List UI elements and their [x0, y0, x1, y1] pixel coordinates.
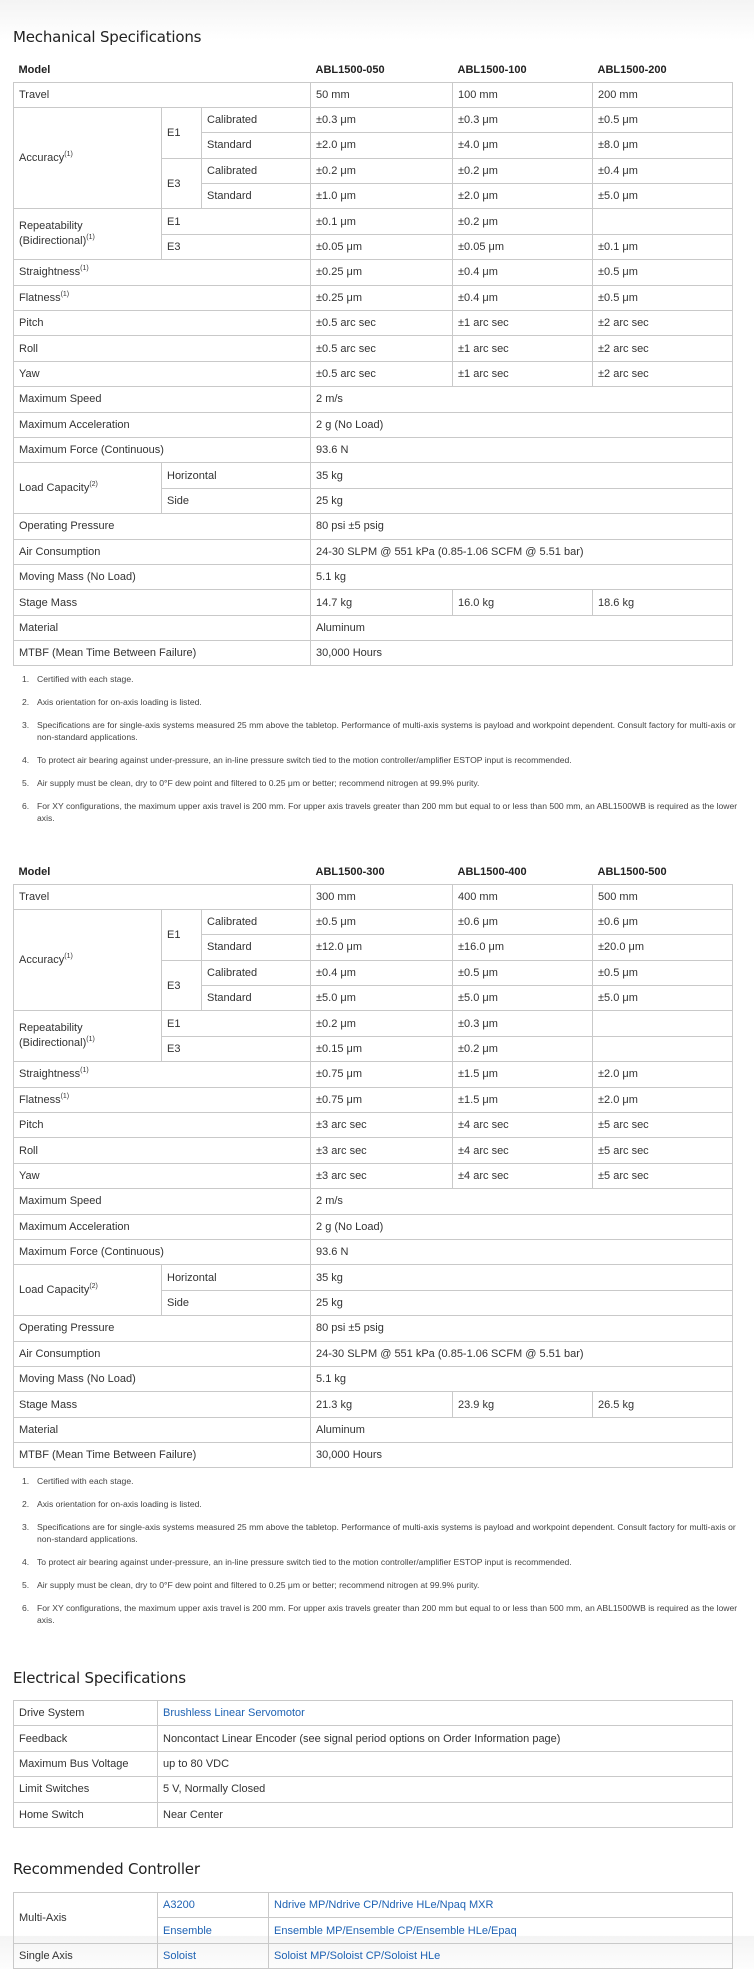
- footnote-number: 5.: [22, 778, 30, 788]
- cell: ±0.05 μm: [311, 234, 453, 259]
- table-row: [14, 387, 733, 412]
- row-label: Roll: [14, 1138, 311, 1163]
- cell: ±0.25 μm: [311, 285, 453, 310]
- cell: ±0.5 arc sec: [311, 336, 453, 361]
- row-label: Limit Switches: [14, 1777, 158, 1802]
- ensemble-amplifiers-link[interactable]: Ensemble MP/Ensemble CP/Ensemble HLe/Epaq: [274, 1924, 517, 1937]
- footnote-text: Specifications are for single-axis systems measured 25 mm above the tabletop. Performance of multi-axis systems is payload and workpoint dependent. Consult factory for multi-axis or non-standard applications.: [37, 1522, 736, 1544]
- cell: ±3 arc sec: [311, 1138, 453, 1163]
- cell-link: [158, 1943, 269, 1968]
- note-ref: (2): [89, 481, 98, 489]
- recommended-controller-heading: Recommended Controller: [13, 1860, 200, 1878]
- cell: ±0.2 μm: [311, 1011, 453, 1036]
- cell: ±2 arc sec: [593, 336, 733, 361]
- note-ref: (1): [60, 1092, 70, 1100]
- row-label-2: (Bidirectional): [19, 235, 87, 248]
- cell: ±2 arc sec: [593, 361, 733, 386]
- header-model-col-1: ABL1500-050: [315, 63, 385, 76]
- footnotes-1: [13, 673, 738, 835]
- row-label: Maximum Speed: [14, 1189, 311, 1214]
- cell-link: [158, 1701, 733, 1726]
- note-ref: (1): [86, 1036, 95, 1044]
- row-label: Pitch: [14, 311, 311, 336]
- table-row: [14, 1893, 733, 1918]
- cell: 2 m/s: [311, 387, 733, 412]
- table-header-row: [14, 860, 733, 884]
- cell: ±0.6 μm: [453, 909, 593, 934]
- table-row: [14, 1062, 733, 1087]
- cell: 35 kg: [311, 1265, 733, 1290]
- cell: 18.6 kg: [593, 590, 733, 615]
- soloist-link[interactable]: Soloist: [163, 1949, 197, 1962]
- sub-label: Calibrated: [202, 107, 311, 132]
- cell: 5.1 kg: [311, 1366, 733, 1391]
- cell: ±12.0 μm: [311, 935, 453, 960]
- table-row: [14, 1751, 733, 1776]
- header-model: Model: [18, 63, 51, 76]
- footnote: [13, 719, 738, 743]
- cell: 14.7 kg: [311, 590, 453, 615]
- cell: ±0.4 μm: [453, 285, 593, 310]
- footnote: [13, 777, 738, 789]
- cell: ±5.0 μm: [311, 986, 453, 1011]
- row-label: Material: [14, 1417, 311, 1442]
- table-row: [14, 641, 733, 666]
- row-label: Yaw: [14, 1163, 311, 1188]
- header-model-col-3: ABL1500-200: [597, 63, 667, 76]
- row-label: Multi-Axis: [14, 1893, 158, 1944]
- table-row: [14, 1163, 733, 1188]
- row-label: Flatness: [19, 1093, 61, 1106]
- table-row: [14, 1189, 733, 1214]
- accuracy-label-cell: [14, 909, 162, 1011]
- table-row: [14, 1701, 733, 1726]
- row-label: Load Capacity: [19, 1284, 90, 1297]
- repeatability-label-cell: [14, 1011, 162, 1062]
- cell: 25 kg: [311, 1290, 733, 1315]
- cell: ±4.0 μm: [453, 133, 593, 158]
- cell: ±0.1 μm: [593, 234, 733, 259]
- cell: 400 mm: [453, 884, 593, 909]
- straightness-label-cell: [14, 260, 311, 285]
- note-ref: (1): [86, 234, 95, 242]
- cell: ±5.0 μm: [453, 986, 593, 1011]
- note-ref: (1): [64, 953, 73, 961]
- footnote: [13, 1602, 738, 1626]
- table-row: [14, 564, 733, 589]
- row-label: Repeatability: [19, 220, 83, 233]
- footnote-number: 4.: [22, 755, 30, 765]
- a3200-amplifiers-link[interactable]: Ndrive MP/Ndrive CP/Ndrive HLe/Npaq MXR: [274, 1899, 494, 1912]
- table-row: [14, 514, 733, 539]
- footnote-number: 6.: [22, 1603, 30, 1613]
- cell: 25 kg: [311, 488, 733, 513]
- footnote: [13, 696, 738, 708]
- row-label: Travel: [14, 884, 311, 909]
- cell-link: [158, 1918, 269, 1943]
- sub-label: Calibrated: [202, 909, 311, 934]
- table-row: [14, 463, 733, 488]
- grade-label: E3: [162, 1036, 311, 1061]
- cell: 24-30 SLPM @ 551 kPa (0.85-1.06 SCFM @ 5.51 bar): [311, 539, 733, 564]
- cell: ±0.2 μm: [453, 1036, 593, 1061]
- cell-link: [269, 1918, 733, 1943]
- header-model-col-1: ABL1500-300: [315, 865, 385, 878]
- cell: 30,000 Hours: [311, 1443, 733, 1468]
- row-label: Home Switch: [14, 1802, 158, 1827]
- ensemble-link[interactable]: Ensemble: [163, 1924, 212, 1937]
- cell: ±4 arc sec: [453, 1138, 593, 1163]
- header-model-col-3: ABL1500-500: [597, 865, 667, 878]
- mechanical-spec-table-1: [13, 58, 733, 666]
- grade-label: E3: [162, 158, 202, 209]
- table-row: [14, 1726, 733, 1751]
- row-label: Maximum Bus Voltage: [14, 1751, 158, 1776]
- table-row: [14, 437, 733, 462]
- cell: ±5 arc sec: [593, 1113, 733, 1138]
- cell: 23.9 kg: [453, 1392, 593, 1417]
- cell: ±16.0 μm: [453, 935, 593, 960]
- grade-label: E1: [162, 107, 202, 158]
- cell: 50 mm: [311, 82, 453, 107]
- cell: ±4 arc sec: [453, 1163, 593, 1188]
- cell: ±0.2 μm: [453, 209, 593, 234]
- cell: 80 psi ±5 psig: [311, 514, 733, 539]
- cell: ±2.0 μm: [593, 1087, 733, 1112]
- footnote-number: 1.: [22, 1476, 30, 1486]
- mechanical-specifications-heading: Mechanical Specifications: [13, 28, 202, 46]
- grade-label: E1: [162, 909, 202, 960]
- table-row: [14, 209, 733, 234]
- table-row: [14, 285, 733, 310]
- row-label: Moving Mass (No Load): [14, 564, 311, 589]
- sub-label: Side: [162, 1290, 311, 1315]
- cell: ±0.5 arc sec: [311, 361, 453, 386]
- row-label: Material: [14, 615, 311, 640]
- footnote-text: For XY configurations, the maximum upper axis travel is 200 mm. For upper axis travels greater than 200 mm but equal to or less than 500 mm, an ABL1500WB is required as the lower axis.: [37, 1603, 738, 1625]
- cell-link: [158, 1893, 269, 1918]
- row-label: Accuracy: [19, 152, 65, 165]
- cell: 80 psi ±5 psig: [311, 1316, 733, 1341]
- cell: ±0.4 μm: [453, 260, 593, 285]
- cell: ±0.1 μm: [311, 209, 453, 234]
- cell: ±0.5 arc sec: [311, 311, 453, 336]
- cell: ±8.0 μm: [593, 133, 733, 158]
- table-row: [14, 1113, 733, 1138]
- cell: ±0.25 μm: [311, 260, 453, 285]
- table-row: [14, 1341, 733, 1366]
- grade-label: E3: [162, 960, 202, 1011]
- cell: ±0.15 μm: [311, 1036, 453, 1061]
- cell: ±5.0 μm: [593, 184, 733, 209]
- table-row: [14, 311, 733, 336]
- cell-link: [269, 1893, 733, 1918]
- cell: Aluminum: [311, 1417, 733, 1442]
- sub-label: Horizontal: [162, 463, 311, 488]
- load-capacity-label-cell: [14, 1265, 162, 1316]
- cell: ±0.4 μm: [311, 960, 453, 985]
- cell: ±1 arc sec: [453, 336, 593, 361]
- sub-label: Calibrated: [202, 158, 311, 183]
- cell: 93.6 N: [311, 437, 733, 462]
- cell: ±1.5 μm: [453, 1062, 593, 1087]
- footnote: [13, 1556, 738, 1568]
- row-label: Air Consumption: [14, 539, 311, 564]
- footnote-text: Axis orientation for on-axis loading is listed.: [37, 1499, 202, 1509]
- table-row: [14, 909, 733, 934]
- row-label: MTBF (Mean Time Between Failure): [14, 1443, 311, 1468]
- cell: 2 g (No Load): [311, 1214, 733, 1239]
- cell: ±5.0 μm: [593, 986, 733, 1011]
- note-ref: (2): [89, 1283, 98, 1291]
- footnote-text: Air supply must be clean, dry to 0°F dew point and filtered to 0.25 μm or better; recommend nitrogen at 99.9% purity.: [37, 1580, 480, 1590]
- table-row: [14, 1417, 733, 1442]
- table-row: [14, 539, 733, 564]
- footnote: [13, 800, 738, 824]
- sub-label: Standard: [202, 184, 311, 209]
- row-label: Roll: [14, 336, 311, 361]
- cell: ±1.5 μm: [453, 1087, 593, 1112]
- grade-label: E1: [162, 209, 311, 234]
- note-ref: (1): [80, 265, 89, 273]
- cell: ±5 arc sec: [593, 1138, 733, 1163]
- cell: 300 mm: [311, 884, 453, 909]
- cell: 35 kg: [311, 463, 733, 488]
- footnote: [13, 1475, 738, 1487]
- cell: ±2.0 μm: [453, 184, 593, 209]
- cell: 5 V, Normally Closed: [158, 1777, 733, 1802]
- cell: ±20.0 μm: [593, 935, 733, 960]
- footnotes-2: [13, 1475, 738, 1637]
- row-label: Yaw: [14, 361, 311, 386]
- cell: 24-30 SLPM @ 551 kPa (0.85-1.06 SCFM @ 5.51 bar): [311, 1341, 733, 1366]
- footnote-text: Certified with each stage.: [37, 674, 134, 684]
- row-label: Maximum Force (Continuous): [14, 1239, 311, 1264]
- table-row: [14, 361, 733, 386]
- cell: Near Center: [158, 1802, 733, 1827]
- cell: 100 mm: [453, 82, 593, 107]
- cell: ±4 arc sec: [453, 1113, 593, 1138]
- footnote-number: 3.: [22, 1522, 30, 1532]
- cell: ±0.75 μm: [311, 1062, 453, 1087]
- cell: ±0.5 μm: [453, 960, 593, 985]
- table-row: [14, 412, 733, 437]
- row-label: Repeatability: [19, 1022, 83, 1035]
- footnote-text: Air supply must be clean, dry to 0°F dew point and filtered to 0.25 μm or better; recommend nitrogen at 99.9% purity.: [37, 778, 480, 788]
- cell: ±0.3 μm: [453, 107, 593, 132]
- cell: ±0.4 μm: [593, 158, 733, 183]
- table-row: [14, 1214, 733, 1239]
- row-label: Maximum Speed: [14, 387, 311, 412]
- cell: [593, 209, 733, 234]
- cell: ±0.3 μm: [311, 107, 453, 132]
- header-model-col-2: ABL1500-100: [457, 63, 527, 76]
- row-label: Maximum Acceleration: [14, 1214, 311, 1239]
- repeatability-label-cell: [14, 209, 162, 260]
- footnote-text: For XY configurations, the maximum upper axis travel is 200 mm. For upper axis travels greater than 200 mm but equal to or less than 500 mm, an ABL1500WB is required as the lower axis.: [37, 801, 738, 823]
- footnote-text: Certified with each stage.: [37, 1476, 134, 1486]
- table-row: [14, 615, 733, 640]
- cell: ±0.05 μm: [453, 234, 593, 259]
- cell: 2 g (No Load): [311, 412, 733, 437]
- row-label: Flatness: [19, 291, 61, 304]
- flatness-label-cell: [14, 285, 311, 310]
- table-row: [14, 1138, 733, 1163]
- table-header-row: [14, 58, 733, 82]
- cell: 93.6 N: [311, 1239, 733, 1264]
- row-label: MTBF (Mean Time Between Failure): [14, 641, 311, 666]
- straightness-label-cell: [14, 1062, 311, 1087]
- cell: 16.0 kg: [453, 590, 593, 615]
- row-label: Feedback: [14, 1726, 158, 1751]
- footnote-number: 4.: [22, 1557, 30, 1567]
- table-row: [14, 1777, 733, 1802]
- grade-label: E3: [162, 234, 311, 259]
- cell-link: [269, 1943, 733, 1968]
- row-label: Operating Pressure: [14, 514, 311, 539]
- mechanical-spec-table-2: [13, 860, 733, 1468]
- drive-system-link[interactable]: Brushless Linear Servomotor: [163, 1707, 305, 1720]
- footnote-number: 5.: [22, 1580, 30, 1590]
- row-label: Moving Mass (No Load): [14, 1366, 311, 1391]
- soloist-amplifiers-link[interactable]: Soloist MP/Soloist CP/Soloist HLe: [274, 1949, 441, 1962]
- cell: ±0.6 μm: [593, 909, 733, 934]
- row-label: Pitch: [14, 1113, 311, 1138]
- note-ref: (1): [60, 290, 70, 298]
- table-row: [14, 336, 733, 361]
- row-label: Maximum Force (Continuous): [14, 437, 311, 462]
- cell: ±0.2 μm: [453, 158, 593, 183]
- cell: [593, 1036, 733, 1061]
- footnote-number: 1.: [22, 674, 30, 684]
- row-label: Stage Mass: [14, 1392, 311, 1417]
- row-label: Stage Mass: [14, 590, 311, 615]
- note-ref: (1): [64, 151, 73, 159]
- cell: ±5 arc sec: [593, 1163, 733, 1188]
- footnote-number: 2.: [22, 697, 30, 707]
- accuracy-label-cell: [14, 107, 162, 209]
- footnote: [13, 1498, 738, 1510]
- row-label: Drive System: [14, 1701, 158, 1726]
- cell: Aluminum: [311, 615, 733, 640]
- row-label: Maximum Acceleration: [14, 412, 311, 437]
- cell: [593, 1011, 733, 1036]
- cell: ±0.3 μm: [453, 1011, 593, 1036]
- table-row: [14, 1392, 733, 1417]
- table-row: [14, 1366, 733, 1391]
- header-model: Model: [18, 865, 51, 878]
- cell: ±2 arc sec: [593, 311, 733, 336]
- sub-label: Calibrated: [202, 960, 311, 985]
- table-row: [14, 1316, 733, 1341]
- table-row: [14, 107, 733, 132]
- sub-label: Side: [162, 488, 311, 513]
- load-capacity-label-cell: [14, 463, 162, 514]
- footnote: [13, 754, 738, 766]
- cell: ±1.0 μm: [311, 184, 453, 209]
- flatness-label-cell: [14, 1087, 311, 1112]
- cell: up to 80 VDC: [158, 1751, 733, 1776]
- header-model-col-2: ABL1500-400: [457, 865, 527, 878]
- row-label: Straightness: [19, 266, 81, 279]
- footnote-number: 2.: [22, 1499, 30, 1509]
- row-label: Air Consumption: [14, 1341, 311, 1366]
- grade-label: E1: [162, 1011, 311, 1036]
- table-row: [14, 1087, 733, 1112]
- a3200-link[interactable]: A3200: [163, 1899, 195, 1912]
- table-row: [14, 260, 733, 285]
- table-row: [14, 1011, 733, 1036]
- table-row: [14, 1943, 733, 1968]
- cell: 2 m/s: [311, 1189, 733, 1214]
- cell: 200 mm: [593, 82, 733, 107]
- row-label-2: (Bidirectional): [19, 1037, 87, 1050]
- cell: ±3 arc sec: [311, 1163, 453, 1188]
- cell: ±0.5 μm: [593, 260, 733, 285]
- cell: ±0.5 μm: [593, 960, 733, 985]
- sub-label: Standard: [202, 986, 311, 1011]
- note-ref: (1): [80, 1067, 89, 1075]
- row-label: Load Capacity: [19, 482, 90, 495]
- cell: ±2.0 μm: [311, 133, 453, 158]
- cell: 30,000 Hours: [311, 641, 733, 666]
- row-label: Operating Pressure: [14, 1316, 311, 1341]
- cell: ±0.5 μm: [311, 909, 453, 934]
- electrical-spec-table: [13, 1700, 733, 1828]
- cell: ±0.5 μm: [593, 107, 733, 132]
- table-row: [14, 1265, 733, 1290]
- cell: ±1 arc sec: [453, 311, 593, 336]
- row-label: Accuracy: [19, 954, 65, 967]
- cell: 500 mm: [593, 884, 733, 909]
- cell: 21.3 kg: [311, 1392, 453, 1417]
- electrical-specifications-heading: Electrical Specifications: [13, 1669, 186, 1687]
- table-row: [14, 884, 733, 909]
- table-row: [14, 1239, 733, 1264]
- cell: 26.5 kg: [593, 1392, 733, 1417]
- cell: ±0.75 μm: [311, 1087, 453, 1112]
- controller-table: [13, 1892, 733, 1969]
- footnote-text: To protect air bearing against under-pressure, an in-line pressure switch tied to the motion controller/amplifier ESTOP input is recommended.: [37, 755, 572, 765]
- cell: ±3 arc sec: [311, 1113, 453, 1138]
- footnote-number: 3.: [22, 720, 30, 730]
- table-row: [14, 590, 733, 615]
- cell: Noncontact Linear Encoder (see signal period options on Order Information page): [158, 1726, 733, 1751]
- footnote-text: Specifications are for single-axis systems measured 25 mm above the tabletop. Performance of multi-axis systems is payload and workpoint dependent. Consult factory for multi-axis or non-standard applications.: [37, 720, 736, 742]
- cell: 5.1 kg: [311, 564, 733, 589]
- footnote: [13, 1579, 738, 1591]
- sub-label: Standard: [202, 935, 311, 960]
- row-label: Straightness: [19, 1068, 81, 1081]
- table-row: [14, 1443, 733, 1468]
- sub-label: Horizontal: [162, 1265, 311, 1290]
- cell: ±0.2 μm: [311, 158, 453, 183]
- sub-label: Standard: [202, 133, 311, 158]
- cell: ±1 arc sec: [453, 361, 593, 386]
- footnote: [13, 1521, 738, 1545]
- table-row: [14, 1802, 733, 1827]
- footnote-number: 6.: [22, 801, 30, 811]
- footnote-text: To protect air bearing against under-pressure, an in-line pressure switch tied to the motion controller/amplifier ESTOP input is recommended.: [37, 1557, 572, 1567]
- footnote-text: Axis orientation for on-axis loading is listed.: [37, 697, 202, 707]
- row-label: Single Axis: [14, 1943, 158, 1968]
- cell: ±2.0 μm: [593, 1062, 733, 1087]
- table-row: [14, 82, 733, 107]
- row-label: Travel: [14, 82, 311, 107]
- cell: ±0.5 μm: [593, 285, 733, 310]
- footnote: [13, 673, 738, 685]
